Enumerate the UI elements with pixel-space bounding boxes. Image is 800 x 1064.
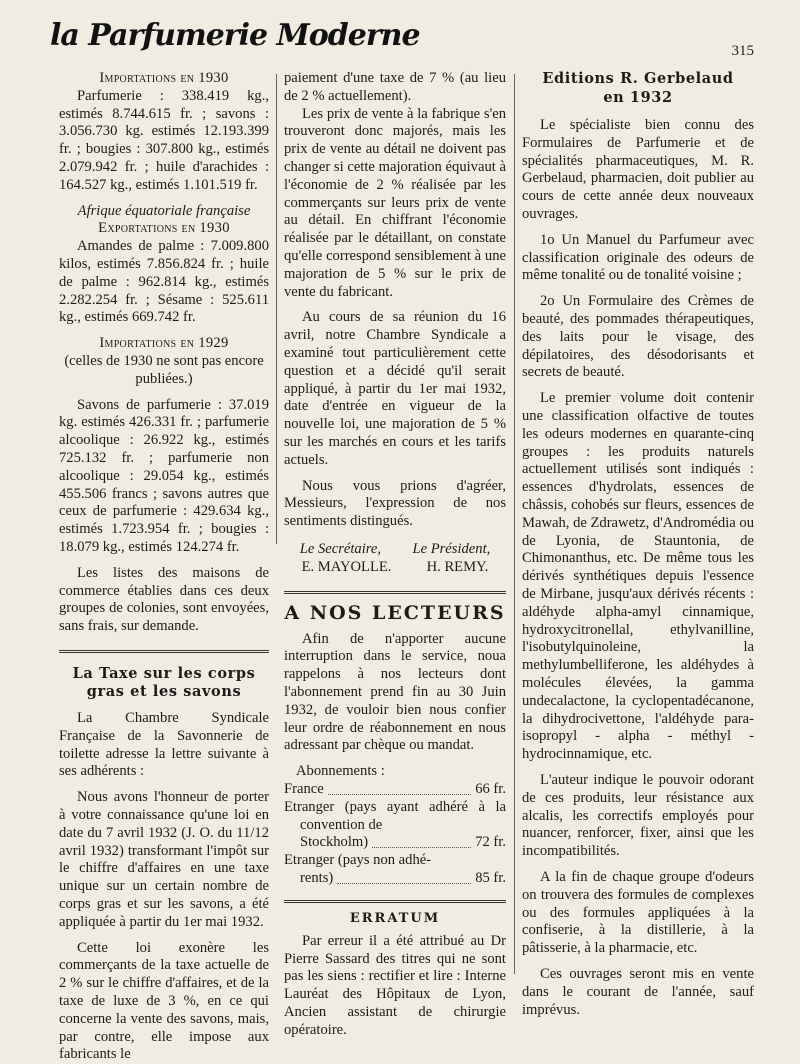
section-rule [59,650,269,653]
editions-p3: 2o Un Formulaire des Crèmes de beauté, des pommades thérapeutiques, des laits pour le visage, des dépilatoires, des désodorisants et secrets de beauté. [522,293,754,381]
subscription-other-label: Etranger (pays non adhé- [284,852,432,869]
subscription-other-label-end: rents) [300,870,334,887]
tax-article-heading-line1: La Taxe sur les corps [72,664,256,682]
signature-titles [284,541,506,559]
imports-1930-heading: Importations en 1930 [99,70,229,86]
readers-text: Afin de n'apporter aucune interruption dans le service, noua rappelons à nos lecteurs dont l'abonnement prend fin au 30 Juin 1932, de vouloir bien nous confier leur ordre de réabonnement en nous adressant par chèque ou mandat. [284,630,506,754]
exports-1930-heading: Exportations en 1930 [98,220,230,237]
tax-article-heading-line2: gras et les savons [86,683,242,701]
subscription-row-other [284,870,506,888]
editions-heading-line2: en 1932 [603,88,673,106]
exports-1930-text: Amandes de palme : 7.009.800 kilos, estimés 7.856.824 fr. ; huile de palme : 962.814 kg., estimés 2.282.254 fr. ; Sésame : 525.611 kg., estimés 669.742 fr. [59,238,269,326]
signature-secretary-title: Le Secrétaire, [299,540,382,557]
subscriptions-label: Abonnements : [296,763,385,780]
subscription-france-label: France [284,781,324,798]
dot-leader [328,794,471,795]
tax-continuation-p3: Au cours de sa réunion du 16 avril, notre Chambre Syndicale a examiné tout particulièrement cette question et a décidé qu'il serait appliqué, à partir du 1er mai 1932, date d'entrée en vigueur de la nouvelle loi, une majoration de 5 % sur les marchés en cours et les tarifs actuels. [284,309,506,468]
signature-names [284,559,506,577]
signature-president-title: Le Président, [412,540,491,557]
tax-continuation-p2: Les prix de vente à la fabrique s'en trouveront donc majorés, mais les prix de vente au détail ne doivent pas changer si cette majoration équivaut à l'économie de 2 % réalisée par les commerçants sur leurs prix de vente au détail. En chiffrant l'économie réalisée par le détaillant, on constate qu'elle correspond sensiblement à une majoration de 5 % sur le prix de vente du fabricant. [284,105,506,300]
editions-p6: A la fin de chaque groupe d'odeurs on trouvera des formules de complexes ou des formules appliquées à la confiserie, à la distillerie, à la pâtisserie, à la pharmacie, etc. [522,868,754,957]
section-rule [284,591,506,594]
editions-p1: Le spécialiste bien connu des Formulaires de Parfumerie et de spécialités pharmaceutiques, M. R. Gerbelaud, pharmacien, doit publier au cours de cette année deux nouveaux ouvrages. [522,117,754,223]
readers-heading: A NOS LECTEURS [284,601,506,624]
tax-article-intro: La Chambre Syndicale Française de la Savonnerie de toilette adresse la lettre suivante à ses adhérents : [59,710,269,780]
column-divider-right [514,74,515,974]
imports-1930-text: Parfumerie : 338.419 kg., estimés 8.744.615 fr. ; savons : 3.056.730 kg. estimés 12.193.399 fr. ; bougies : 307.800 kg., estimés 2.079.942 fr. ; huile d'arachides : 164.527 kg., estimés 1.101.519 fr. [59,87,269,193]
lists-text: Les listes des maisons de commerce établies dans ces deux groupes de colonies, sont envoyées, sans frais, sur demande. [59,564,269,635]
column-right [522,70,754,1019]
imports-1929-text: Savons de parfumerie : 37.019 kg. estimés 426.331 fr. ; parfumerie alcoolique : 26.922 kg., estimés 725.132 fr. ; parfumerie non alcoolique : 29.054 kg., estimés 455.506 francs ; savons autres que ceux de parfumerie : 429.634 kg., estimés 1.723.954 fr. ; bougies : 18.079 kg., estimés 124.274 fr. [59,396,269,555]
tax-article-p1: Nous avons l'honneur de porter à votre connaissance qu'une loi en date du 7 avril 1932 (J. O. du 11/12 avril 1932) transformant l'impôt sur le chiffre d'affaires en une taxe unique sur un certain nombre de corps gras et sur les savons, a été appliquée à partir du 1er mai 1932. [59,789,269,930]
editions-heading-line1: Editions R. Gerbelaud [542,70,734,87]
column-divider-left [276,74,277,544]
subscription-other-amount: 85 fr. [475,870,506,887]
subscription-stockholm-amount: 72 fr. [475,834,506,851]
tax-continuation-p1: paiement d'une taxe de 7 % (au lieu de 2 % actuellement). [284,70,506,104]
editions-p2: 1o Un Manuel du Parfumeur avec classification originale des odeurs de même tonalité ou de tonalité voisine ; [522,231,754,284]
subscription-stockholm-label-end: Stockholm) [300,834,369,851]
imports-1929-heading: Importations en 1929 [99,335,229,352]
editions-p4: Le premier volume doit contenir une classification olfactive de toutes les odeurs modernes en quarante-cinq groupes : les produits naturels actuellement utilisés sont indiqués : essences d'hydrolats, essences de châssis, cohobés sur fleurs, essences de Mawah, de Zdrawetz, d'Andromédia ou de Lyonia, de Stauntonia, de Chimonanthus, etc. De même tous les dérivés synthétiques depuis l'essence de Mirbane, jusqu'aux dérivés récents : aldéhyde alpha-amyl cinnamique, hydroxycitronellal, ethylvanilline, l'isobutylquinoleine, la methylumbelliferone, les aldéhydes à molécules élevées, la gamma undecalactone, la cyclopentadécanone, la dihydrocivettone, l'aldéhyde para-isopropyl - alpha - méthyl - hydrocinnamique, etc. [522,390,754,763]
erratum-text: Par erreur il a été attribué au Dr Pierre Sassard des titres qui ne sont pas les siens : rectifier et lire : Interne Lauréat des Hôpitaux de Lyon, Ancien assistant de chirurgie opératoire. [284,932,506,1038]
column-middle [284,70,506,1039]
page-number: 315 [731,43,754,59]
erratum-heading: ERRATUM [349,910,441,926]
region-heading: Afrique équatoriale française [77,202,251,219]
imports-1929-note: (celles de 1930 ne sont pas encore publiées.) [64,352,264,387]
section-rule [284,900,506,903]
tax-continuation-p4: Nous vous prions d'agréer, Messieurs, l'expression de nos sentiments distingués. [284,477,506,530]
signature-secretary-name: E. MAYOLLE. [301,558,392,575]
masthead-logo: la Parfumerie Moderne [50,18,420,53]
editions-p7: Ces ouvrages seront mis en vente dans le courant de l'année, sauf imprévus. [522,965,754,1018]
subscription-row-stockholm [284,834,506,852]
dot-leader [372,847,471,848]
editions-p5: L'auteur indique le pouvoir odorant de ces produits, leur résistance aux alcalis, les correctifs employés pour nuancer, renforcer, fixer, ainsi que les incompatibilités. [522,771,754,860]
subscription-france-amount: 66 fr. [475,781,506,798]
subscription-stockholm-label: Etranger (pays ayant adhéré à la convention de [284,798,506,833]
dot-leader [337,883,471,884]
column-left [59,70,269,1064]
tax-article-p2: Cette loi exonère les commerçants de la taxe actuelle de 2 % sur le chiffre d'affaires, et de la taxe de luxe de 3 %, en ce qui concerne la vente des savons, mais, par contre, elle impose aux fabricants le [59,939,269,1063]
subscription-row-france [284,781,506,799]
signature-president-name: H. REMY. [426,558,489,575]
